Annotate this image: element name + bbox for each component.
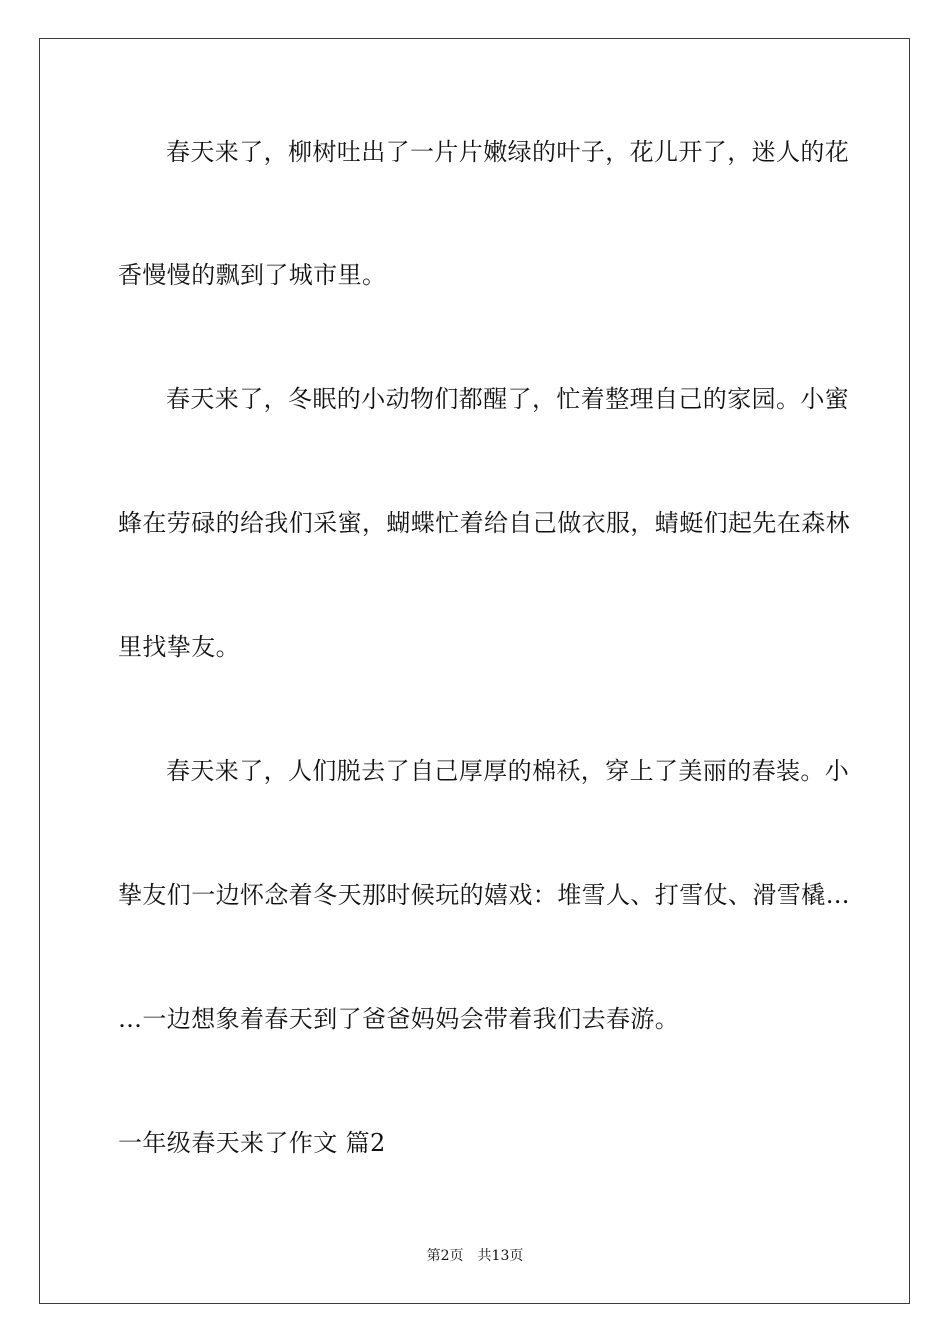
paragraph-1-line-2: 香慢慢的飘到了城市里。 — [118, 261, 387, 289]
page-footer — [0, 1247, 950, 1265]
paragraph-3-line-1: 春天来了，人们脱去了自己厚厚的棉袄，穿上了美丽的春装。小 — [166, 757, 850, 785]
page-number: 第2页 — [426, 1248, 464, 1264]
page-border — [39, 38, 910, 1304]
paragraph-3-line-3: …一边想象着春天到了爸爸妈妈会带着我们去春游。 — [118, 1005, 680, 1033]
paragraph-2-line-2: 蜂在劳碌的给我们采蜜，蝴蝶忙着给自己做衣服，蜻蜓们起先在森林 — [118, 509, 850, 537]
paragraph-3-line-2: 挚友们一边怀念着冬天那时候玩的嬉戏：堆雪人、打雪仗、滑雪橇… — [118, 881, 850, 909]
section-heading: 一年级春天来了作文 篇2 — [118, 1129, 386, 1157]
paragraph-1-line-1: 春天来了，柳树吐出了一片片嫩绿的叶子，花儿开了，迷人的花 — [166, 138, 850, 166]
paragraph-2-line-3: 里找挚友。 — [118, 633, 240, 661]
paragraph-2-line-1: 春天来了，冬眠的小动物们都醒了，忙着整理自己的家园。小蜜 — [166, 385, 850, 413]
page-total: 共13页 — [477, 1248, 524, 1264]
